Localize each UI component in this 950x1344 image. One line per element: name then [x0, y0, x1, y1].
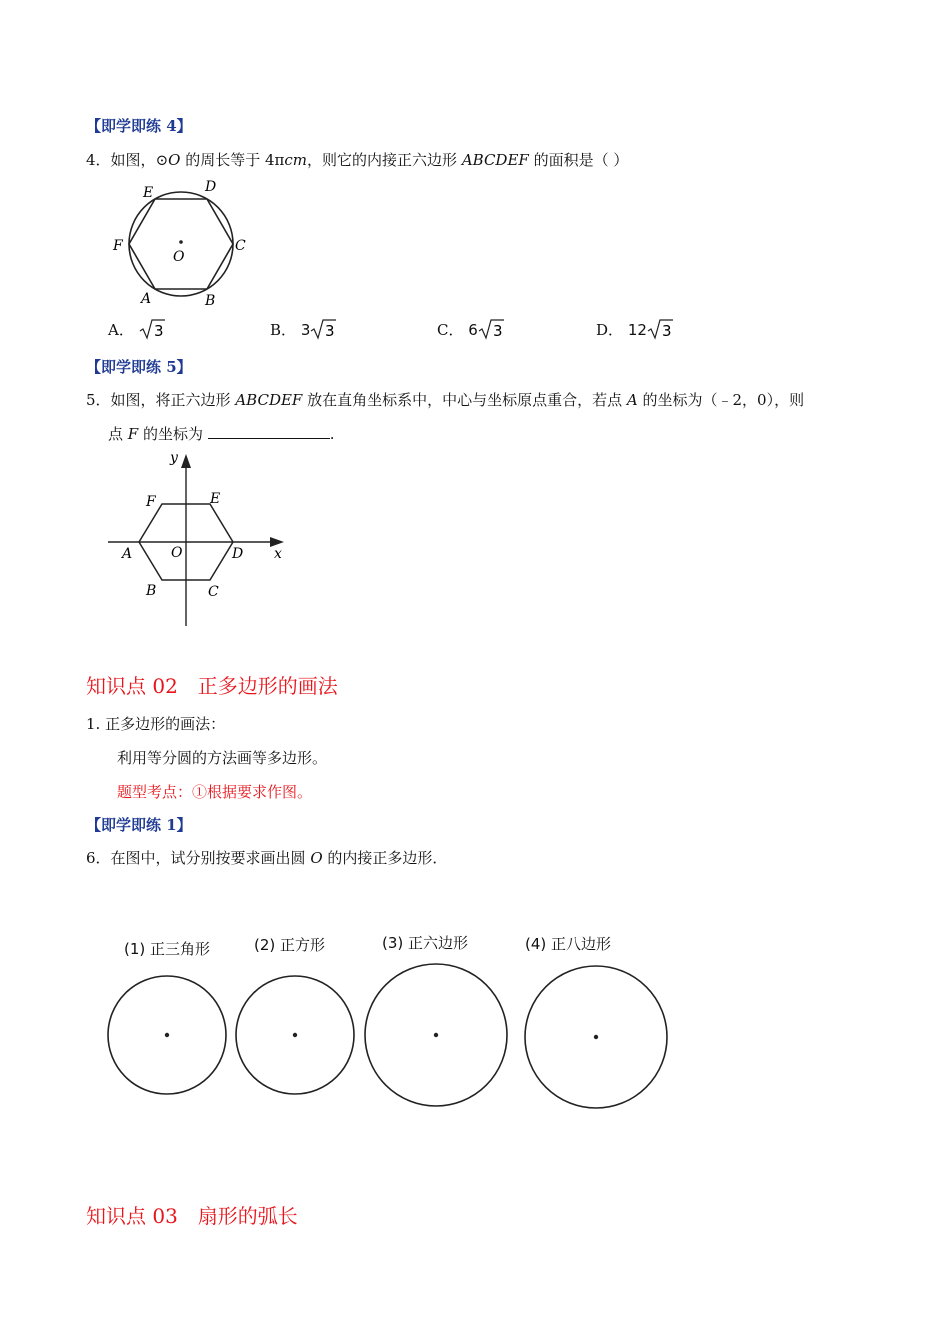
answer-blank[interactable]	[208, 424, 330, 439]
circle-symbol: ⊙	[155, 151, 169, 169]
circumcircle	[129, 192, 233, 296]
circle-2-center	[293, 1033, 297, 1037]
label-a: A	[122, 546, 133, 562]
label-d: D	[205, 179, 217, 195]
svg-text:3: 3	[325, 322, 335, 340]
section-02-title: 知识点 02 正多边形的画法	[86, 674, 338, 698]
question-number: 5．	[86, 391, 111, 409]
circle-4-center	[594, 1035, 598, 1039]
label-e: E	[143, 185, 154, 201]
section-03-title: 知识点 03 扇形的弧长	[86, 1204, 298, 1228]
label-x: x	[274, 546, 282, 562]
option-b[interactable]: B． 3 3	[270, 318, 336, 340]
figure-hexagon-in-circle	[105, 176, 255, 310]
drawing-circles	[100, 960, 680, 1120]
section-02-description: 利用等分圆的方法画等多边形。	[117, 749, 328, 767]
svg-text:3: 3	[492, 322, 503, 340]
section-02-item: 1. 正多边形的画法：	[86, 715, 226, 733]
caption-square: (2) 正方形	[254, 936, 326, 954]
question-5-text: 5．如图，将正六边形 ABCDEF 放在直角坐标系中，中心与坐标原点重合，若点 A 的坐标为（﹣2，0），则	[86, 391, 805, 409]
question-5-line2: 点 F 的坐标为 .	[108, 425, 335, 443]
label-a: A	[141, 291, 152, 307]
y-axis-arrow	[181, 454, 191, 468]
question-6-text: 6．在图中，试分别按要求画出圆 O 的内接正多边形．	[86, 849, 448, 867]
option-a[interactable]: A． 3	[108, 318, 165, 340]
label-e: E	[210, 491, 221, 507]
question-number: 6．	[86, 849, 111, 867]
sqrt-radical-icon	[310, 318, 336, 340]
option-c[interactable]: C． 6 3	[437, 318, 504, 340]
section-02-note: 题型考点：①根据要求作图。	[117, 783, 313, 801]
label-d: D	[232, 546, 244, 562]
question-4-text: 4．如图，⊙O 的周长等于 4πcm，则它的内接正六边形 ABCDEF 的面积是（ ）	[86, 151, 629, 169]
caption-hexagon: (3) 正六边形	[382, 934, 469, 952]
question-number: 4．	[86, 151, 111, 169]
svg-text:3: 3	[661, 322, 672, 340]
caption-octagon: (4) 正八边形	[525, 935, 612, 953]
label-f: F	[113, 238, 123, 254]
svg-text:3: 3	[153, 322, 164, 340]
circle-1-center	[165, 1033, 169, 1037]
center-point	[179, 240, 183, 244]
sqrt-radical-icon	[647, 318, 673, 340]
label-b: B	[146, 583, 157, 599]
label-b: B	[205, 293, 216, 309]
practice-4-tag: 【即学即练 4】	[86, 117, 192, 135]
label-c: C	[235, 238, 246, 254]
option-d[interactable]: D． 12 3	[596, 318, 673, 340]
label-o: O	[173, 249, 185, 265]
label-y: y	[170, 450, 178, 466]
practice-5-tag: 【即学即练 5】	[86, 358, 192, 376]
sqrt-radical-icon	[478, 318, 504, 340]
caption-triangle: (1) 正三角形	[124, 940, 211, 958]
label-f: F	[146, 494, 156, 510]
label-c: C	[208, 584, 219, 600]
sqrt-radical-icon	[139, 318, 165, 340]
figure-hexagon-coordinate	[100, 448, 300, 630]
label-o: O	[171, 545, 183, 561]
inscribed-hexagon	[129, 199, 233, 289]
circle-3-center	[434, 1033, 438, 1037]
practice-1-tag: 【即学即练 1】	[86, 816, 192, 834]
